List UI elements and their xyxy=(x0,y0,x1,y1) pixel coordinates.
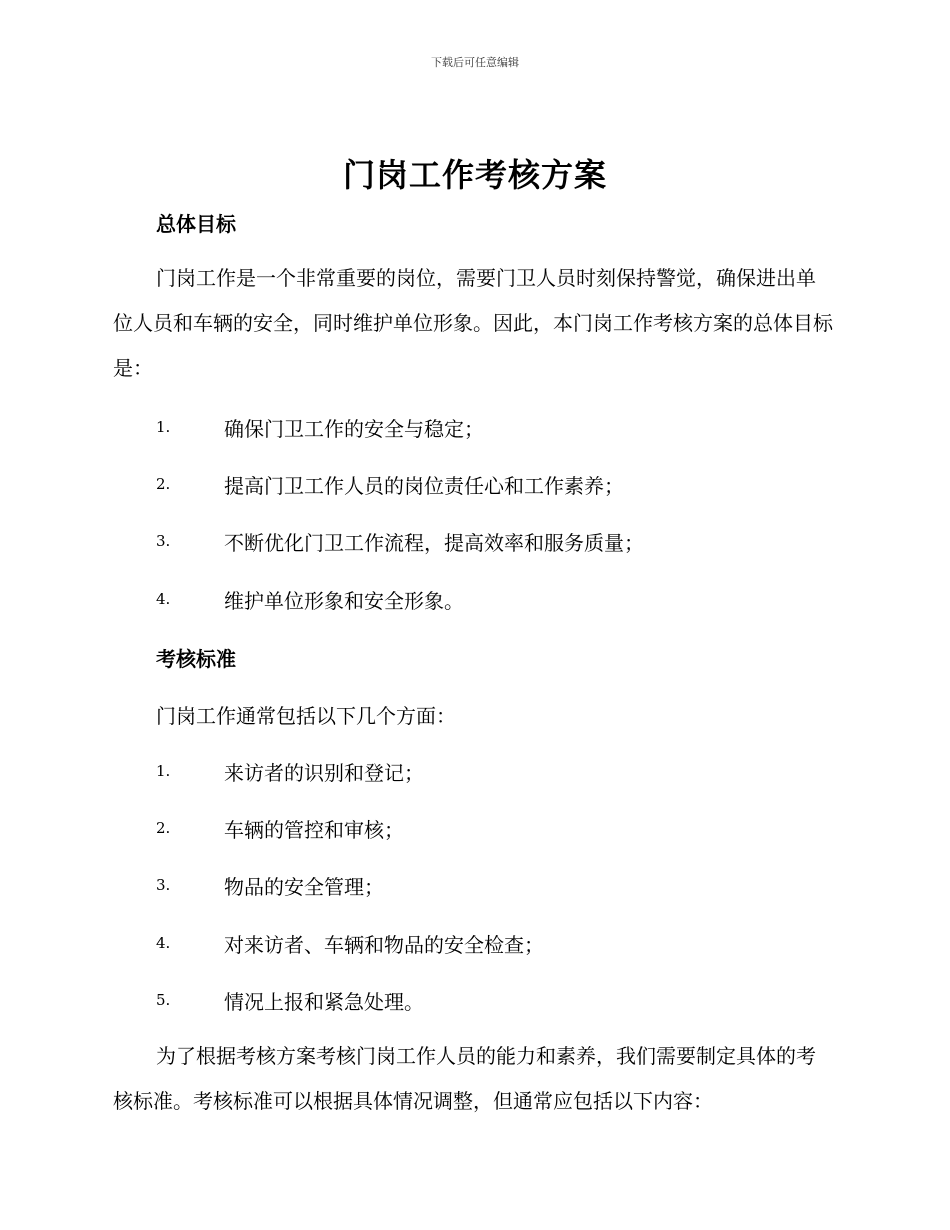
list-item xyxy=(156,928,544,958)
section-heading-standards: 考核标准 xyxy=(156,647,236,671)
list-text: 确保门卫工作的安全与稳定； xyxy=(224,416,484,441)
list-text: 车辆的管控和审核； xyxy=(224,817,404,842)
list-number: 5. xyxy=(156,991,171,1009)
standards-intro: 门岗工作通常包括以下几个方面： xyxy=(156,704,456,728)
list-item xyxy=(156,870,384,900)
list-item xyxy=(156,584,464,614)
list-number: 2. xyxy=(156,819,171,837)
list-text: 来访者的识别和登记； xyxy=(224,760,424,785)
list-number: 3. xyxy=(156,532,171,550)
list-item xyxy=(156,412,484,442)
standards-closing-paragraph: 为了根据考核方案考核门岗工作人员的能力和素养，我们需要制定具体的考核标准。考核标准可以根据具体情况调整，但通常应包括以下内容： xyxy=(113,1044,816,1113)
list-number: 2. xyxy=(156,475,171,493)
list-text: 不断优化门卫工作流程，提高效率和服务质量； xyxy=(224,530,644,555)
document-title: 门岗工作考核方案 xyxy=(342,156,607,194)
list-number: 4. xyxy=(156,590,171,608)
list-text: 维护单位形象和安全形象。 xyxy=(224,588,464,613)
header-note: 下载后可任意编辑 xyxy=(431,56,519,69)
list-item xyxy=(156,469,624,499)
list-text: 物品的安全管理； xyxy=(224,874,384,899)
list-text: 对来访者、车辆和物品的安全检查； xyxy=(224,932,544,957)
list-number: 1. xyxy=(156,762,171,780)
goals-paragraph: 门岗工作是一个非常重要的岗位，需要门卫人员时刻保持警觉，确保进出单位人员和车辆的安全，同时维护单位形象。因此，本门岗工作考核方案的总体目标是： xyxy=(113,266,833,380)
list-number: 4. xyxy=(156,934,171,952)
section-heading-goals: 总体目标 xyxy=(156,212,236,236)
list-number: 3. xyxy=(156,876,171,894)
list-item xyxy=(156,985,424,1015)
list-item xyxy=(156,756,424,786)
list-number: 1. xyxy=(156,418,171,436)
list-text: 情况上报和紧急处理。 xyxy=(224,989,424,1014)
list-item xyxy=(156,813,404,843)
list-text: 提高门卫工作人员的岗位责任心和工作素养； xyxy=(224,473,624,498)
list-item xyxy=(156,526,644,556)
